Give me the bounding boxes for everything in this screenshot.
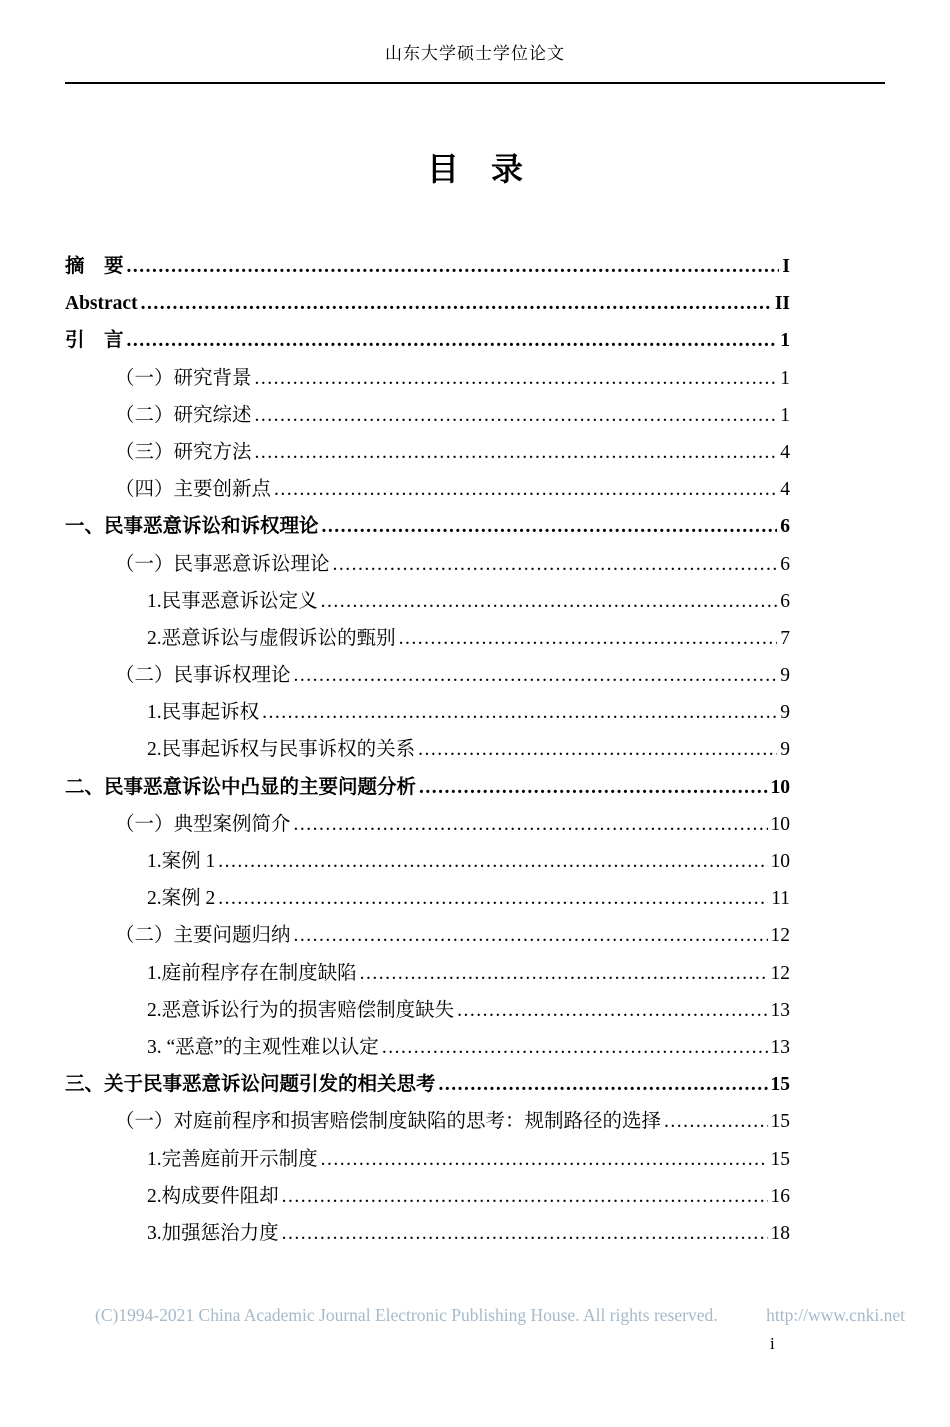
toc-leader-dots xyxy=(255,434,778,471)
toc-entry-label: Abstract xyxy=(65,293,138,315)
toc-entry-label: 1.民事恶意诉讼定义 xyxy=(147,590,318,612)
toc-leader-dots xyxy=(457,992,767,1029)
toc-entry xyxy=(65,583,790,620)
toc-leader-dots xyxy=(321,1141,768,1178)
toc-entry-label: （一）民事恶意诉讼理论 xyxy=(115,553,330,575)
toc-leader-dots xyxy=(255,397,778,434)
toc-entry xyxy=(65,806,790,843)
toc-entry-label: （二）研究综述 xyxy=(115,404,252,426)
toc-leader-dots xyxy=(282,1178,768,1215)
toc-entry-page-number: 18 xyxy=(770,1222,790,1244)
toc-entry xyxy=(65,955,790,992)
toc-entry-page-number: 1 xyxy=(780,330,790,352)
page-header xyxy=(65,42,885,84)
toc-entry-page-number: II xyxy=(774,293,790,315)
toc-entry xyxy=(65,657,790,694)
toc-entry xyxy=(65,508,790,545)
toc-entry-label: 引 言 xyxy=(65,330,124,352)
toc-entry-page-number: 13 xyxy=(770,1036,790,1058)
toc-leader-dots xyxy=(418,731,777,768)
toc-leader-dots xyxy=(664,1103,767,1140)
toc-entry-page-number: 16 xyxy=(770,1185,790,1207)
toc-entry-page-number: 12 xyxy=(770,925,790,947)
toc-leader-dots xyxy=(282,1215,768,1252)
toc-entry-label: （二）主要问题归纳 xyxy=(115,925,291,947)
toc-entry xyxy=(65,546,790,583)
toc-entry xyxy=(65,1103,790,1140)
toc-entry-label: 2.民事起诉权与民事诉权的关系 xyxy=(147,739,416,761)
toc-entry-page-number: 6 xyxy=(780,590,790,612)
toc-entry-label: 二、民事恶意诉讼中凸显的主要问题分析 xyxy=(65,776,417,798)
toc-entry xyxy=(65,1066,790,1103)
toc-entry xyxy=(65,1178,790,1215)
toc-entry-page-number: 12 xyxy=(770,962,790,984)
toc-entry-page-number: 15 xyxy=(770,1148,790,1170)
toc-entry-page-number: 4 xyxy=(780,441,790,463)
toc-entry-page-number: 15 xyxy=(770,1074,790,1096)
toc-entry xyxy=(65,620,790,657)
toc-entry-label: （一）对庭前程序和损害赔偿制度缺陷的思考：规制路径的选择 xyxy=(115,1111,662,1133)
toc-leader-dots xyxy=(419,769,767,806)
toc-entry xyxy=(65,917,790,954)
toc-entry-label: 一、民事恶意诉讼和诉权理论 xyxy=(65,516,319,538)
watermark-footer xyxy=(95,1305,905,1326)
toc-entry-page-number: 10 xyxy=(770,776,790,798)
toc-entry xyxy=(65,322,790,359)
toc-list xyxy=(65,248,885,1252)
toc-entry-label: 3. “恶意”的主观性难以认定 xyxy=(147,1036,379,1058)
toc-leader-dots xyxy=(399,620,778,657)
toc-entry-page-number: 9 xyxy=(780,665,790,687)
toc-leader-dots xyxy=(218,880,768,917)
toc-leader-dots xyxy=(127,248,780,285)
toc-entry-label: 1.完善庭前开示制度 xyxy=(147,1148,318,1170)
toc-entry xyxy=(65,397,790,434)
toc-leader-dots xyxy=(127,322,778,359)
toc-entry-label: 1.民事起诉权 xyxy=(147,702,260,724)
toc-leader-dots xyxy=(141,285,772,322)
toc-leader-dots xyxy=(294,657,778,694)
toc-entry-label: （二）民事诉权理论 xyxy=(115,665,291,687)
toc-entry-page-number: 15 xyxy=(770,1111,790,1133)
running-head: 山东大学硕士学位论文 xyxy=(385,44,565,63)
toc-entry-label: （四）主要创新点 xyxy=(115,479,272,501)
toc-entry-page-number: 1 xyxy=(780,404,790,426)
toc-entry-label: 三、关于民事恶意诉讼问题引发的相关思考 xyxy=(65,1074,436,1096)
toc-entry xyxy=(65,248,790,285)
toc-entry-label: 2.恶意诉讼与虚假诉讼的甄别 xyxy=(147,627,396,649)
toc-leader-dots xyxy=(439,1066,768,1103)
toc-entry-label: 1.庭前程序存在制度缺陷 xyxy=(147,962,357,984)
toc-entry xyxy=(65,992,790,1029)
page-number: i xyxy=(770,1334,775,1353)
toc-entry xyxy=(65,285,790,322)
toc-entry xyxy=(65,1141,790,1178)
toc-entry xyxy=(65,1029,790,1066)
toc-entry xyxy=(65,843,790,880)
toc-entry xyxy=(65,434,790,471)
toc-leader-dots xyxy=(294,917,768,954)
toc-entry xyxy=(65,471,790,508)
toc-leader-dots xyxy=(321,583,778,620)
toc-leader-dots xyxy=(360,955,768,992)
toc-entry-page-number: 13 xyxy=(770,999,790,1021)
toc-entry-page-number: 10 xyxy=(770,813,790,835)
header-rule xyxy=(65,82,885,84)
cnki-url: http://www.cnki.net xyxy=(766,1305,905,1325)
toc-entry-label: 2.构成要件阻却 xyxy=(147,1185,279,1207)
toc-entry-label: （一）研究背景 xyxy=(115,367,252,389)
toc-entry-page-number: 9 xyxy=(780,739,790,761)
copyright-text: (C)1994-2021 China Academic Journal Electronic Publishing House. All rights reserved. xyxy=(95,1305,718,1325)
toc-leader-dots xyxy=(294,806,768,843)
toc-leader-dots xyxy=(255,360,778,397)
toc-leader-dots xyxy=(333,546,778,583)
toc-leader-dots xyxy=(382,1029,768,1066)
toc-leader-dots xyxy=(322,508,778,545)
toc-entry xyxy=(65,360,790,397)
toc-title: 目 录 xyxy=(426,151,523,187)
toc-entry-label: 1.案例 1 xyxy=(147,851,216,872)
toc-entry-page-number: 7 xyxy=(780,627,790,649)
toc-entry xyxy=(65,769,790,806)
toc-entry xyxy=(65,880,790,917)
toc-entry-label: 2.案例 2 xyxy=(147,888,216,910)
toc-entry-label: 3.加强惩治力度 xyxy=(147,1222,279,1244)
toc-entry-page-number: 6 xyxy=(780,553,790,575)
toc-entry-page-number: 6 xyxy=(780,516,790,538)
toc-entry-page-number: 11 xyxy=(771,888,790,910)
toc-entry-page-number: 9 xyxy=(780,702,790,724)
toc-leader-dots xyxy=(262,694,777,731)
toc-entry-page-number: 10 xyxy=(770,851,790,872)
toc-leader-dots xyxy=(274,471,777,508)
toc-entry-page-number: 4 xyxy=(780,479,790,501)
toc-entry-label: （一）典型案例简介 xyxy=(115,813,291,835)
toc-entry xyxy=(65,1215,790,1252)
toc-leader-dots xyxy=(218,843,767,880)
toc-entry-page-number: 1 xyxy=(780,367,790,389)
toc-entry xyxy=(65,694,790,731)
toc-entry-page-number: I xyxy=(782,256,790,277)
toc-entry-label: 2.恶意诉讼行为的损害赔偿制度缺失 xyxy=(147,999,455,1021)
toc-entry xyxy=(65,731,790,768)
toc-entry-label: 摘 要 xyxy=(65,256,124,277)
toc-entry-label: （三）研究方法 xyxy=(115,441,252,463)
